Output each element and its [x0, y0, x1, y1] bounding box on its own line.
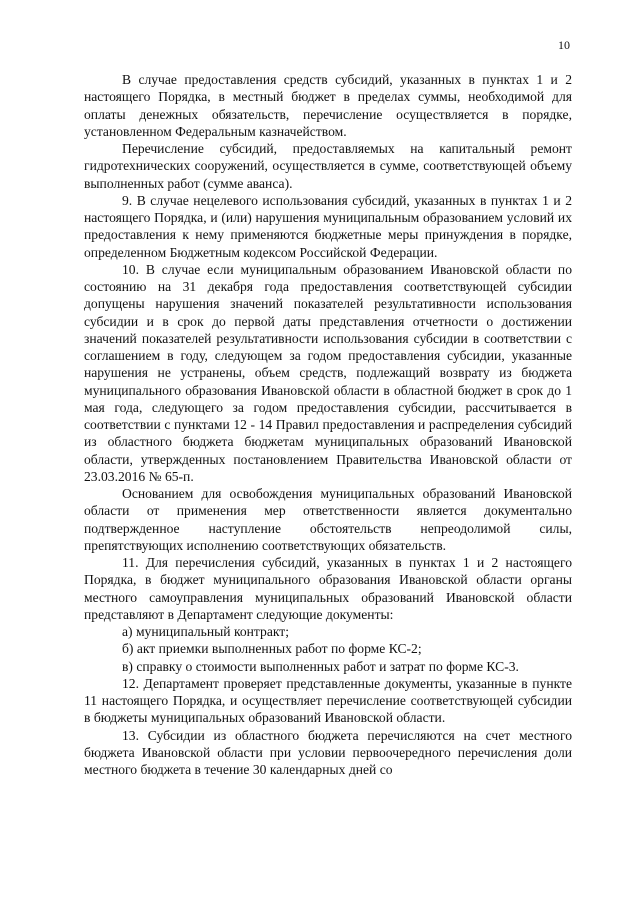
list-item-c: в) справку о стоимости выполненных работ и затрат по форме КС-3.	[122, 658, 519, 674]
list-item-b: б) акт приемки выполненных работ по форме КС-2;	[122, 641, 422, 657]
page-number: 10	[558, 38, 570, 52]
paragraph-item-11: 11. Для перечисления субсидий, указанных в пунктах 1 и 2 настоящего Порядка, в бюджет муниципального образования Ивановской области органы местного самоуправления муниципальных образований Ивановской области представляют в Департамент следующие документы:	[84, 555, 572, 622]
paragraph-subsidy-transfer: В случае предоставления средств субсидий, указанных в пунктах 1 и 2 настоящего Порядка, в местный бюджет в пределах суммы, необходимой для оплаты денежных обязательств, перечисление осуществляется в порядке, установленном Федеральным казначейством.	[84, 72, 572, 139]
paragraph-item-12: 12. Департамент проверяет представленные документы, указанные в пункте 11 настоящего Порядка, и осуществляет перечисление соответствующей субсидии в бюджеты муниципальных образований Ивановской области.	[84, 675, 572, 726]
list-item-a: а) муниципальный контракт;	[122, 624, 290, 639]
paragraph-exemption: Основанием для освобождения муниципальных образований Ивановской области от применения мер ответственности является документально подтвержденное наступление обстоятельств непреодолимой силы, препятствующих исполнению соответствующих обязательств.	[84, 486, 572, 553]
paragraph-item-10: 10. В случае если муниципальным образованием Ивановской области по состоянию на 31 декабря года предоставления соответствующей субсидии допущены нарушения значений показателей результативности использования субсидии и в срок до первой даты представления отчетности о достижении значений показателей результативности использования субсидии в соответствии с соглашением в году, следующем за годом предоставления субсидии, указанные нарушения не устранены, объем средств, подлежащий возврату из бюджета муниципального образования Ивановской области в областной бюджет в срок до 1 мая года, следующего за годом предоставления субсидии, рассчитывается в соответствии с пунктами 12 - 14 Правил предоставления и распределения субсидий из областного бюджета бюджетам муниципальных образований Ивановской области, утвержденных постановлением Правительства Ивановской области от 23.03.2016 № 65-п.	[84, 261, 572, 484]
paragraph-item-13: 13. Субсидии из областного бюджета перечисляются на счет местного бюджета Ивановской области при условии первоочередного перечисления доли местного бюджета в течение 30 календарных дней со	[84, 727, 572, 777]
document-body	[84, 71, 572, 778]
paragraph-item-9: 9. В случае нецелевого использования субсидий, указанных в пунктах 1 и 2 настоящего Порядка, и (или) нарушения муниципальным образованием условий их предоставления к нему применяются бюджетные меры принуждения в порядке, определенном Бюджетным кодексом Российской Федерации.	[84, 192, 572, 260]
paragraph-hydro-repair: Перечисление субсидий, предоставляемых на капитальный ремонт гидротехнических сооружений, осуществляется в сумме, соответствующей объему выполненных работ (сумме аванса).	[84, 141, 572, 191]
